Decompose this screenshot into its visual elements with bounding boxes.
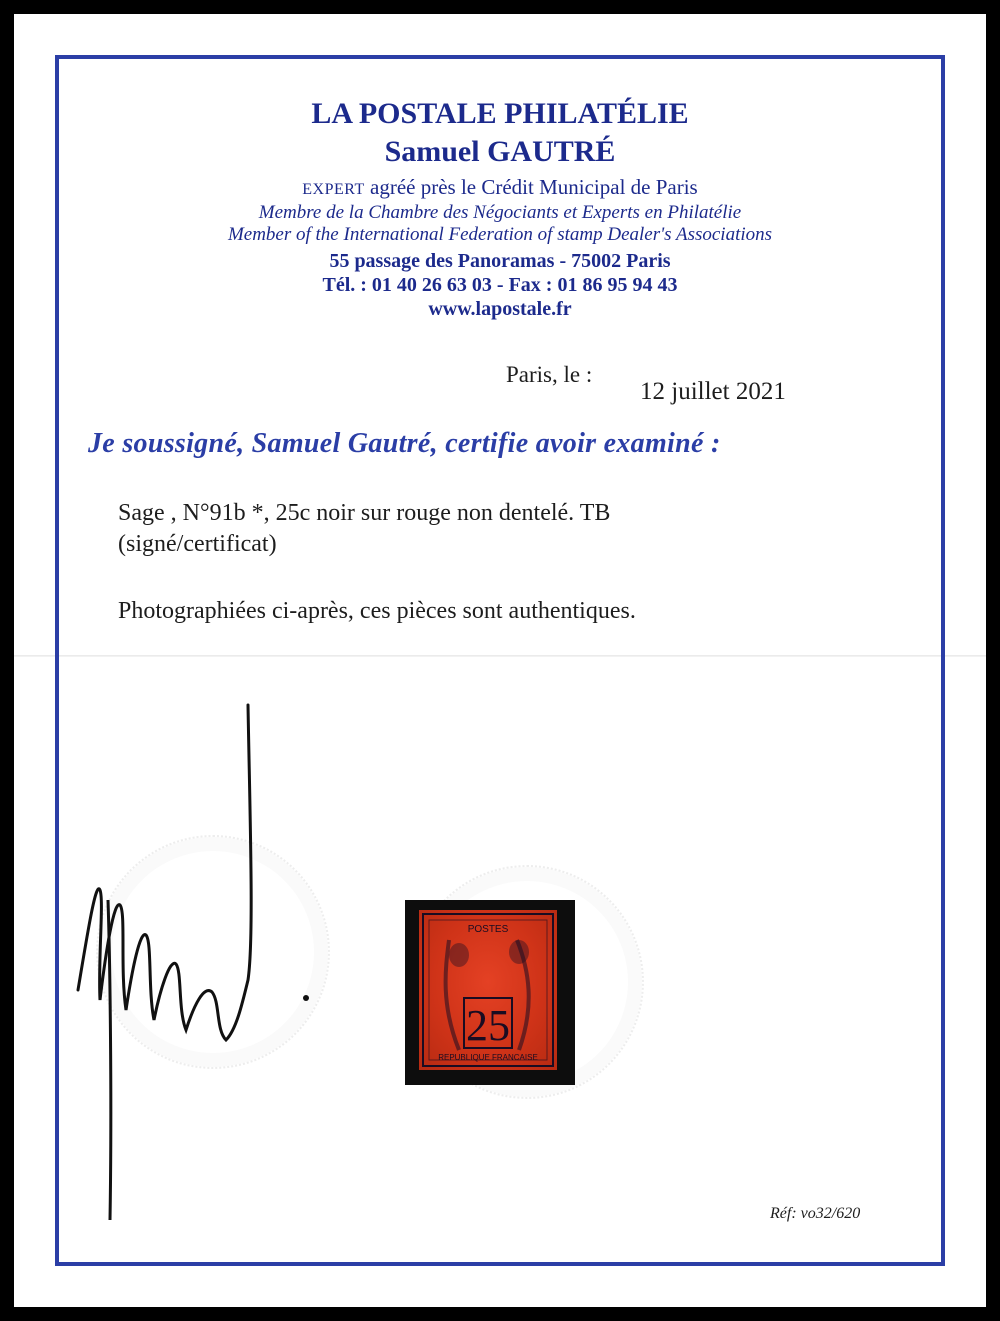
stamp-photo [405, 900, 575, 1085]
stamp [419, 910, 557, 1070]
certify-statement: Je soussigné, Samuel Gautré, certifie avoir examiné : [88, 428, 721, 459]
stamp-value: 25 [466, 1001, 510, 1050]
stamp-top-text: POSTES [467, 924, 509, 935]
place-label: Paris, le : [506, 362, 593, 387]
expert-name: Samuel GAUTRÉ [384, 135, 616, 168]
website: www.lapostale.fr [428, 298, 572, 320]
membership-french: Membre de la Chambre des Négociants et Experts en Philatélie [258, 202, 742, 223]
handwritten-signature [60, 700, 330, 1240]
phone-fax: Tél. : 01 40 26 63 03 - Fax : 01 86 95 94 43 [322, 274, 678, 296]
stamp-bottom-text: REPUBLIQUE FRANCAISE [438, 1053, 538, 1062]
expert-accreditation [0, 175, 1000, 200]
certificate-date: 12 juillet 2021 [640, 378, 786, 405]
company-name: LA POSTALE PHILATÉLIE [311, 97, 689, 130]
expert-word: EXPERT [302, 181, 365, 198]
item-description: Sage , N°91b *, 25c noir sur rouge non dentelé. TB [118, 500, 611, 526]
item-description-note: (signé/certificat) [118, 531, 277, 557]
expert-accreditation-text: agréé près le Crédit Municipal de Paris [364, 175, 698, 199]
reference-number: Réf: vo32/620 [770, 1205, 861, 1222]
membership-english: Member of the International Federation of stamp Dealer's Associations [227, 224, 773, 245]
authenticity-statement: Photographiées ci-après, ces pièces sont authentiques. [118, 598, 636, 624]
address: 55 passage des Panoramas - 75002 Paris [329, 250, 671, 272]
